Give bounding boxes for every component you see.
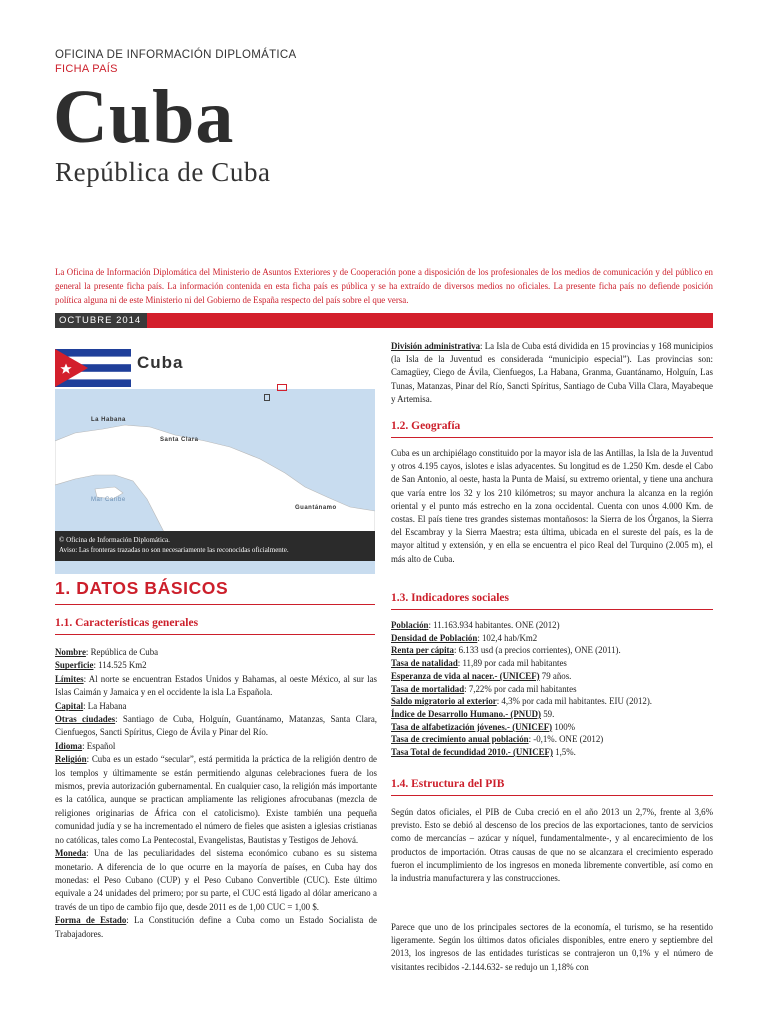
subsection-title: 1.2. Geografía [391,420,461,432]
indicator: Saldo migratorio al exterior: 4,3% por cada mil habitantes. EIU (2012). [391,696,653,707]
section-rule [55,604,375,605]
indicator: Índice de Desarrollo Humano.- (PNUD) 59. [391,708,555,719]
item: Capital: La Habana [55,700,127,711]
indicator: Renta per cápita: 6.133 usd (a precios corrientes), ONE (2011). [391,645,621,656]
indicator: Densidad de Población: 102,4 hab/Km2 [391,632,538,643]
subsection-rule [391,795,713,796]
country-title: Cuba [53,75,235,159]
city-label: Santa Clara [160,437,199,443]
office-name: OFICINA DE INFORMACIÓN DIPLOMÁTICA [55,49,297,61]
subsection-rule [55,634,375,635]
map-marker-2 [264,394,270,401]
subsection-rule [391,437,713,438]
map-title: Cuba [137,353,184,372]
social-indicators [391,619,713,759]
cuba-flag-icon [55,349,131,387]
geography-text: Cuba es un archipiélago constituido por la mayor isla de las Antillas, la Isla de la Juventud y otros 4.195 cayos, islotes e islas adyacentes. Su longitud es de 1.250 Km. desde el Cabo de San Antonio, al oeste, hasta la Punta de Maisí, su extremo oriental, y tiene una anchura que varía entre los 32 y los 210 kilómetros; su mayor anchura la alcanza en la región oriental y el punto más estrecho en la zona occidental. Cuenta con unos 4.000 Km. de costas. El país tiene tres grandes sistemas montañosos: la Sierra de los Órganos, la Sierra del Escambray y la Sierra Maestra; esta última, ubicada en el sureste del país, es la de mayor altitud y extensión, y en ella se encuentra el pico Real del Turquino (2.005 m), el más alto de Cuba. [391,448,713,564]
item: Religión: Cuba es un estado “secular”, está permitida la práctica de la religión dentro de los templos y últimamente se están permitiendo algunas celebraciones fuera de los mismos, previa autorización gubernamental. En cualquier caso, la religión más importante es la católica, aunque se practican ampliamente las religiones afrocubanas (mezcla de religiones originarias de África con el catolicismo). Existe también una pequeña comunidad judía y se ha incrementado el número de fieles que asisten a iglesias cristianas no católicas, tales como La Pentecostal, Evangelistas, Bautistas y Testigos de Jehová. [55,754,377,845]
map-marker-1 [277,384,287,391]
item: Nombre: República de Cuba [55,647,159,657]
indicator: Tasa de natalidad: 11,89 por cada mil habitantes [391,658,567,669]
cuba-island-shape [55,389,375,534]
indicator: Tasa de mortalidad: 7,22% por cada mil habitantes [391,683,577,694]
caption-line: © Oficina de Información Diplomática. [59,536,170,544]
city-label: La Habana [91,417,126,423]
gdp-text-2: Parece que uno de los principales sectores de la economía, el turismo, se ha resentido ligeramente. Según los últimos datos oficiales disponibles, entre enero y septiembre del 2013, los ingresos de las entidades turísticas se contrajeron un 0,1% y el número de visitantes recibidos -2.144.632- se redujo un 1,18% con [391,922,713,972]
map-header [55,341,375,389]
gdp-text: Según datos oficiales, el PIB de Cuba creció en el año 2013 un 2,7%, frente al 3,6% previsto. Esto se debió al descenso de los precios de las exportaciones, tanto de servicios como de mercancías – azúcar y níquel, fundamentalmente-, y al encarecimiento de los productos de importación. Otras causas de que no se alcanzara el crecimiento esperado fueron el incumplimiento de los ingresos en moneda libremente convertible, así como en la industria manufacturera y las construcciones. [391,807,713,884]
item: Otras ciudades: Santiago de Cuba, Holguín, Guantánamo, Matanzas, Santa Clara, Cienfuegos, Sancti Spíritus, Ciego de Ávila y Pinar del Río. [55,714,378,738]
country-map [55,341,375,561]
indicator: Esperanza de vida al nacer.- (UNICEF) 79 años. [391,670,572,681]
item: Superficie: 114.525 Km2 [55,660,147,671]
official-name: República de Cuba [55,157,271,187]
date-label: OCTUBRE 2014 [55,313,147,328]
ficha-label: FICHA PAÍS [55,63,118,75]
item: Moneda: Una de las peculiaridades del sistema económico cubano es su sistema monetario. A diferencia de lo que ocurre en la mayoría de países, en Cuba hay dos monedas: el Peso Cubano (CUP) y el Peso Cubano Convertible (CUC). Este último equivale a 24 unidades del primero; por su parte, el CUC está ligado al dólar americano a través de un tipo de cambio fijo que, desde 2011 es de 1,00 CUC = 1,00 $. [55,848,377,912]
administrative-division: División administrativa: La Isla de Cuba está dividida en 15 provincias y 168 municipios (la Isla de la Juventud es considerada “municipio especial”). Las provincias son: Camagüey, Ciego de Ávila, Cienfuegos, La Habana, Granma, Guantánamo, Holguín, Las Tunas, Matanzas, Pinar del Río, Sancti Spíritus, Santiago de Cuba Villa Clara, Mayabeque y Artemisa. [391,341,713,404]
intro-paragraph: La Oficina de Información Diplomática del Ministerio de Asuntos Exteriores y de Cooperación pone a disposición de los profesionales de los medios de comunicación y del público en general la presente ficha país. La información contenida en esta ficha país es pública y se ha extraído de diversos medios no oficiales. La presente ficha país no defiende posición política alguna ni de este Ministerio ni del Gobierno de España respecto del país sobre el que versa. [55,267,713,306]
indicator: Tasa de alfabetización jóvenes.- (UNICEF) 100% [391,721,576,732]
date-bar [55,313,713,328]
subsection-rule [391,609,713,610]
map-caption [55,531,375,561]
indicator: Tasa Total de fecundidad 2010.- (UNICEF) 1,5%. [391,747,576,758]
section-title: 1. DATOS BÁSICOS [55,578,229,598]
subsection-title: 1.3. Indicadores sociales [391,592,509,604]
item: Forma de Estado: La Constitución define a Cuba como un Estado Socialista de Trabajadores. [55,915,377,939]
caption-line: Aviso: Las fronteras trazadas no son necesariamente las reconocidas oficialmente. [59,546,289,554]
subsection-title: 1.4. Estructura del PIB [391,778,505,790]
item: Límites: Al norte se encuentran Estados Unidos y Bahamas, al oeste México, al sur las Islas Caimán y Jamaica y en el occidente la isla La Española. [55,673,377,698]
indicator: Población: 11.163.934 habitantes. ONE (2012) [391,620,560,630]
sea-label: Mar Caribe [91,497,126,503]
general-characteristics [55,646,377,941]
item: Idioma: Español [55,740,116,751]
city-label: Guantánamo [295,505,337,511]
indicator: Tasa de crecimiento anual población: -0,1%. ONE (2012) [391,734,604,745]
subsection-title: 1.1. Características generales [55,617,199,629]
